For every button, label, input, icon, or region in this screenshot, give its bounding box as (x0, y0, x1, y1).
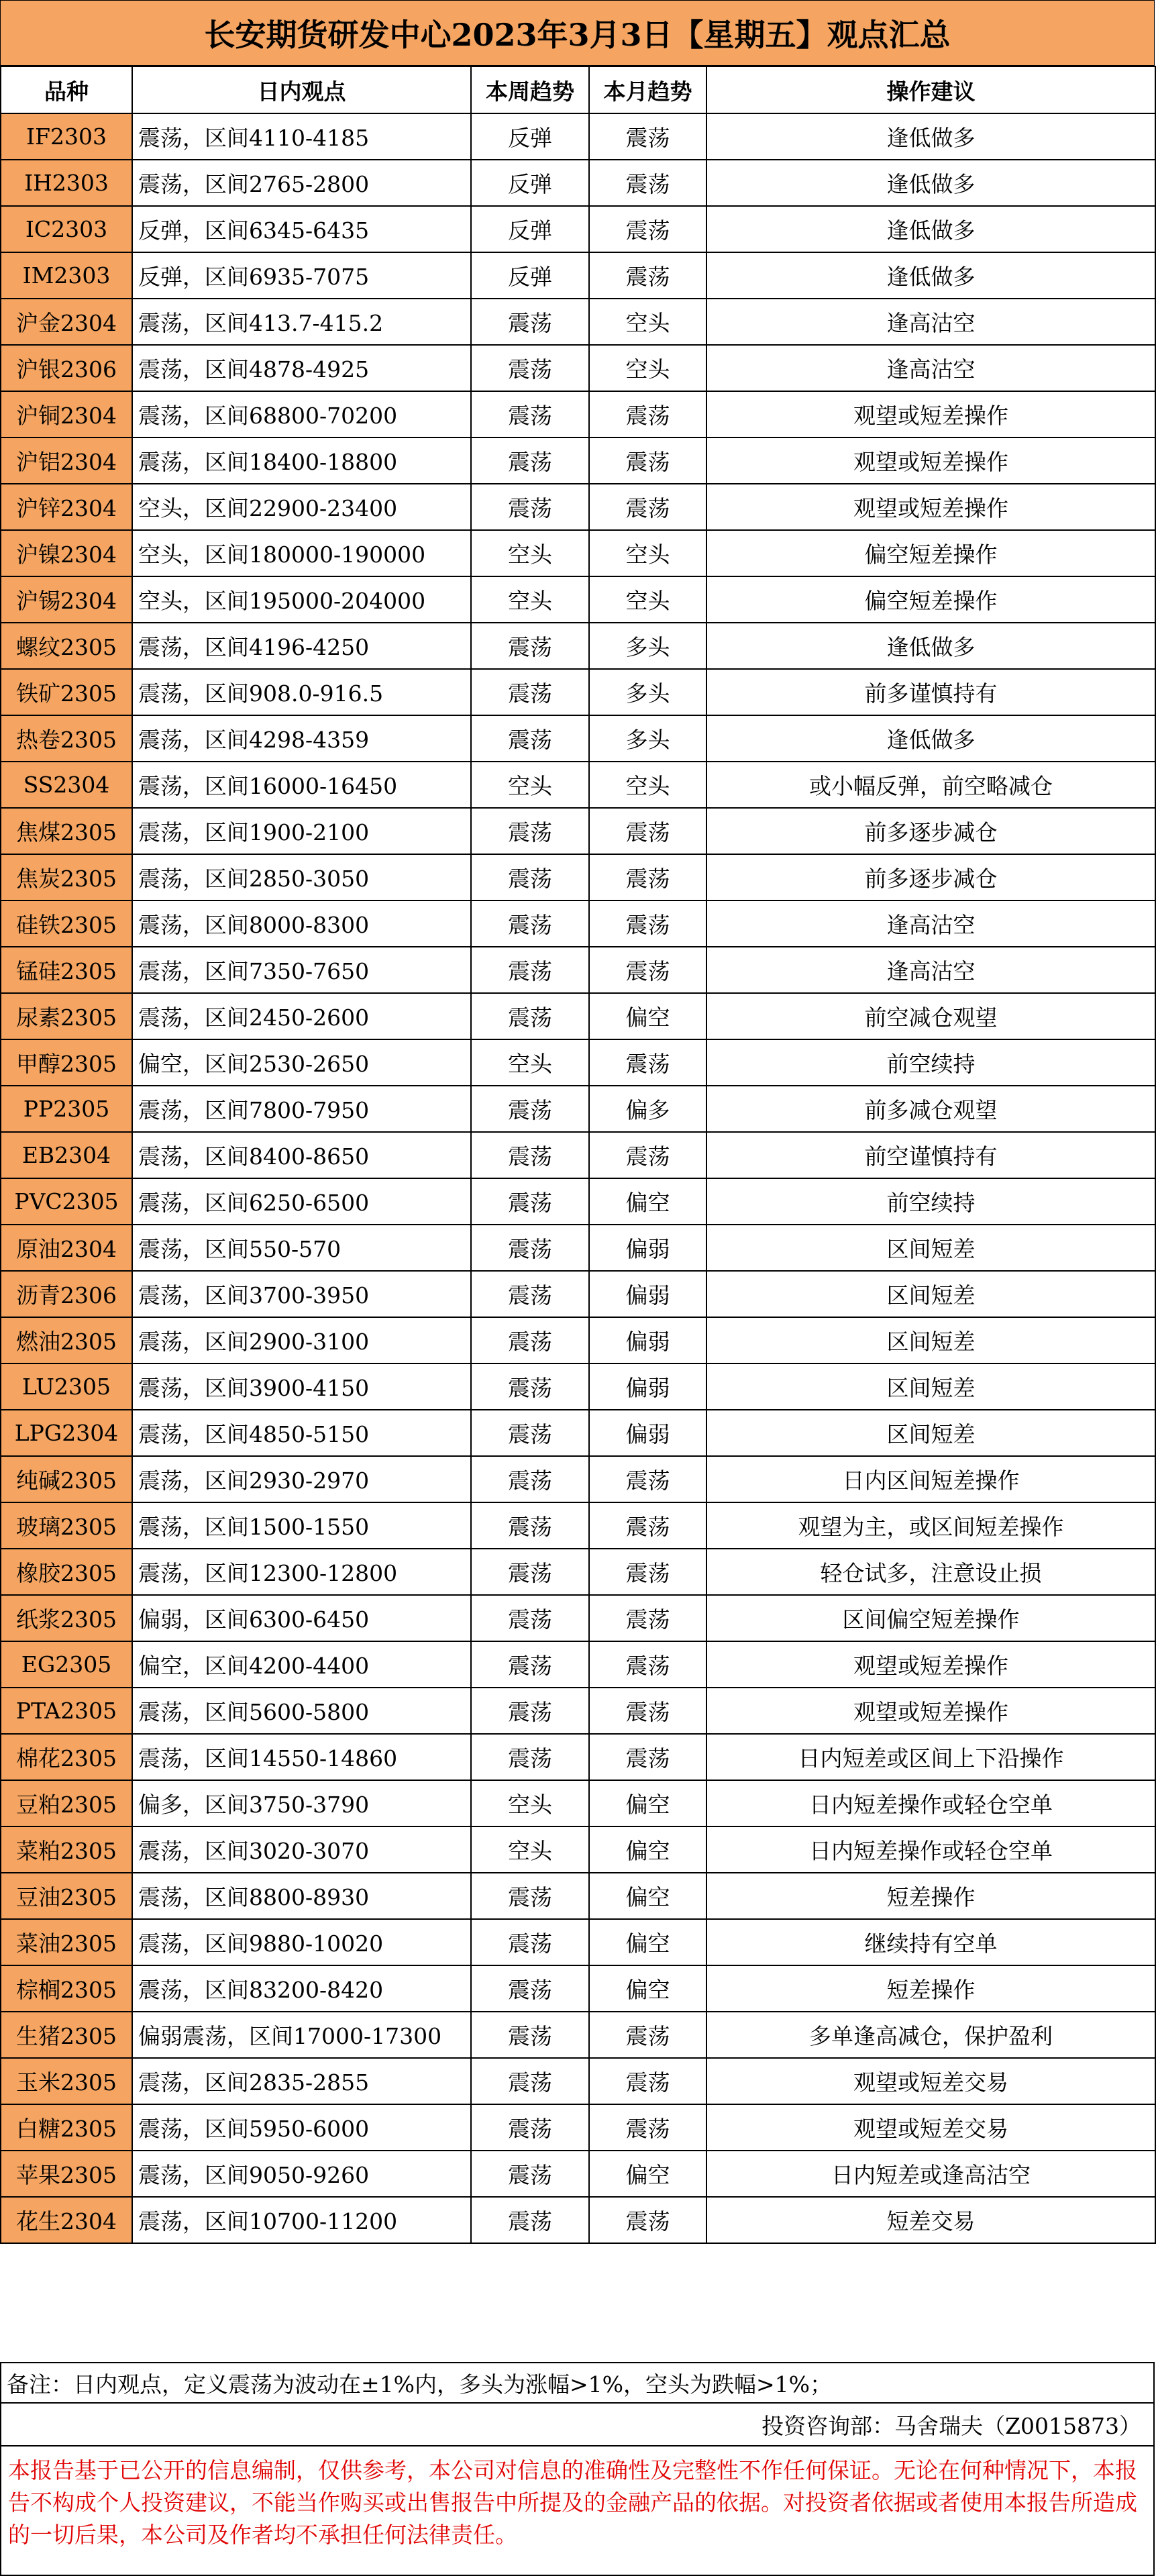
cell-intraday: 震荡，区间7350-7650 (132, 947, 471, 993)
cell-month-trend: 空头 (589, 576, 706, 623)
cell-advice: 逢高沽空 (706, 947, 1155, 993)
cell-variety: PVC2305 (1, 1178, 132, 1225)
cell-advice: 或小幅反弹，前空略减仓 (706, 762, 1155, 808)
outlook-table (0, 66, 1156, 2244)
cell-week-trend: 反弹 (471, 252, 589, 299)
cell-variety: 沪铝2304 (1, 437, 132, 484)
table-row (1, 1873, 1155, 1919)
cell-advice: 前多减仓观望 (706, 1086, 1155, 1132)
cell-variety: 花生2304 (1, 2197, 132, 2243)
table-row (1, 808, 1155, 854)
cell-variety: IF2303 (1, 113, 132, 160)
cell-intraday: 震荡，区间16000-16450 (132, 762, 471, 808)
cell-intraday: 空头，区间22900-23400 (132, 484, 471, 530)
cell-week-trend: 震荡 (471, 1595, 589, 1641)
cell-month-trend: 多头 (589, 669, 706, 715)
cell-advice: 逢低做多 (706, 206, 1155, 252)
cell-advice: 区间短差 (706, 1363, 1155, 1410)
cell-month-trend: 偏弱 (589, 1410, 706, 1456)
cell-week-trend: 空头 (471, 1039, 589, 1086)
table-row (1, 1688, 1155, 1734)
cell-intraday: 震荡，区间3900-4150 (132, 1363, 471, 1410)
cell-month-trend: 空头 (589, 530, 706, 576)
cell-intraday: 震荡，区间908.0-916.5 (132, 669, 471, 715)
cell-week-trend: 震荡 (471, 1410, 589, 1456)
cell-week-trend: 震荡 (471, 1734, 589, 1780)
cell-intraday: 震荡，区间1900-2100 (132, 808, 471, 854)
cell-advice: 前空谨慎持有 (706, 1132, 1155, 1178)
table-row (1, 160, 1155, 206)
cell-month-trend: 偏空 (589, 1826, 706, 1873)
cell-variety: 玻璃2305 (1, 1502, 132, 1549)
cell-week-trend: 震荡 (471, 1363, 589, 1410)
cell-advice: 观望或短差操作 (706, 1688, 1155, 1734)
cell-variety: 沪锌2304 (1, 484, 132, 530)
cell-month-trend: 空头 (589, 762, 706, 808)
cell-advice: 日内区间短差操作 (706, 1456, 1155, 1502)
table-row (1, 993, 1155, 1039)
table-row (1, 1317, 1155, 1363)
table-row (1, 206, 1155, 252)
cell-week-trend: 震荡 (471, 993, 589, 1039)
cell-intraday: 震荡，区间4878-4925 (132, 345, 471, 391)
cell-variety: 沪镍2304 (1, 530, 132, 576)
cell-advice: 观望为主，或区间短差操作 (706, 1502, 1155, 1549)
table-row (1, 1549, 1155, 1595)
cell-month-trend: 震荡 (589, 484, 706, 530)
cell-week-trend: 反弹 (471, 160, 589, 206)
cell-week-trend: 震荡 (471, 1873, 589, 1919)
cell-intraday: 震荡，区间2450-2600 (132, 993, 471, 1039)
table-row (1, 299, 1155, 345)
table-row (1, 1225, 1155, 1271)
cell-variety: EG2305 (1, 1641, 132, 1688)
cell-variety: PP2305 (1, 1086, 132, 1132)
cell-week-trend: 震荡 (471, 900, 589, 947)
cell-advice: 区间短差 (706, 1410, 1155, 1456)
table-row (1, 1178, 1155, 1225)
table-row (1, 1780, 1155, 1826)
cell-variety: 沥青2306 (1, 1271, 132, 1317)
table-row (1, 576, 1155, 623)
cell-month-trend: 震荡 (589, 206, 706, 252)
table-header-row (1, 66, 1155, 113)
cell-intraday: 反弹，区间6345-6435 (132, 206, 471, 252)
cell-month-trend: 偏空 (589, 993, 706, 1039)
cell-advice: 逢高沽空 (706, 299, 1155, 345)
cell-intraday: 震荡，区间4298-4359 (132, 715, 471, 762)
table-row (1, 1502, 1155, 1549)
cell-advice: 前多谨慎持有 (706, 669, 1155, 715)
table-row (1, 2197, 1155, 2243)
cell-advice: 区间短差 (706, 1271, 1155, 1317)
cell-month-trend: 偏空 (589, 1780, 706, 1826)
cell-week-trend: 震荡 (471, 1502, 589, 1549)
table-row (1, 1271, 1155, 1317)
table-row (1, 1456, 1155, 1502)
cell-variety: IH2303 (1, 160, 132, 206)
cell-variety: 玉米2305 (1, 2058, 132, 2104)
cell-month-trend: 震荡 (589, 113, 706, 160)
table-row (1, 1039, 1155, 1086)
cell-intraday: 偏弱，区间6300-6450 (132, 1595, 471, 1641)
table-row (1, 2151, 1155, 2197)
table-row (1, 1363, 1155, 1410)
cell-intraday: 偏弱震荡，区间17000-17300 (132, 2012, 471, 2058)
cell-variety: 棉花2305 (1, 1734, 132, 1780)
cell-advice: 观望或短差交易 (706, 2058, 1155, 2104)
cell-week-trend: 震荡 (471, 1132, 589, 1178)
cell-month-trend: 偏多 (589, 1086, 706, 1132)
cell-advice: 轻仓试多，注意设止损 (706, 1549, 1155, 1595)
table-row (1, 1919, 1155, 1965)
table-row (1, 437, 1155, 484)
cell-month-trend: 震荡 (589, 2058, 706, 2104)
cell-week-trend: 震荡 (471, 623, 589, 669)
table-row (1, 1086, 1155, 1132)
cell-variety: 燃油2305 (1, 1317, 132, 1363)
cell-month-trend: 震荡 (589, 1132, 706, 1178)
cell-variety: LU2305 (1, 1363, 132, 1410)
cell-month-trend: 偏弱 (589, 1225, 706, 1271)
cell-advice: 偏空短差操作 (706, 530, 1155, 576)
cell-week-trend: 震荡 (471, 808, 589, 854)
cell-week-trend: 震荡 (471, 2104, 589, 2151)
cell-variety: SS2304 (1, 762, 132, 808)
cell-variety: 纯碱2305 (1, 1456, 132, 1502)
cell-week-trend: 震荡 (471, 345, 589, 391)
cell-month-trend: 偏弱 (589, 1363, 706, 1410)
cell-month-trend: 震荡 (589, 854, 706, 900)
cell-advice: 观望或短差操作 (706, 484, 1155, 530)
cell-week-trend: 震荡 (471, 391, 589, 437)
cell-month-trend: 震荡 (589, 1549, 706, 1595)
cell-advice: 偏空短差操作 (706, 576, 1155, 623)
table-row (1, 623, 1155, 669)
cell-intraday: 偏多，区间3750-3790 (132, 1780, 471, 1826)
cell-month-trend: 震荡 (589, 1734, 706, 1780)
cell-variety: 菜粕2305 (1, 1826, 132, 1873)
cell-month-trend: 偏空 (589, 1965, 706, 2012)
cell-intraday: 震荡，区间7800-7950 (132, 1086, 471, 1132)
cell-advice: 区间短差 (706, 1317, 1155, 1363)
cell-week-trend: 震荡 (471, 715, 589, 762)
table-row (1, 2012, 1155, 2058)
cell-intraday: 震荡，区间83200-8420 (132, 1965, 471, 2012)
cell-month-trend: 震荡 (589, 437, 706, 484)
cell-advice: 日内短差操作或轻仓空单 (706, 1826, 1155, 1873)
cell-intraday: 震荡，区间2930-2970 (132, 1456, 471, 1502)
cell-month-trend: 震荡 (589, 391, 706, 437)
cell-intraday: 震荡，区间9050-9260 (132, 2151, 471, 2197)
cell-intraday: 震荡，区间10700-11200 (132, 2197, 471, 2243)
cell-month-trend: 震荡 (589, 252, 706, 299)
cell-variety: 菜油2305 (1, 1919, 132, 1965)
cell-intraday: 震荡，区间2900-3100 (132, 1317, 471, 1363)
cell-week-trend: 震荡 (471, 2058, 589, 2104)
cell-intraday: 震荡，区间2765-2800 (132, 160, 471, 206)
cell-month-trend: 震荡 (589, 808, 706, 854)
report-title: 长安期货研发中心2023年3月3日【星期五】观点汇总 (0, 0, 1155, 66)
table-row (1, 484, 1155, 530)
cell-week-trend: 震荡 (471, 1456, 589, 1502)
cell-week-trend: 震荡 (471, 1225, 589, 1271)
cell-intraday: 震荡，区间6250-6500 (132, 1178, 471, 1225)
cell-advice: 观望或短差交易 (706, 2104, 1155, 2151)
cell-week-trend: 空头 (471, 762, 589, 808)
cell-variety: 硅铁2305 (1, 900, 132, 947)
cell-week-trend: 空头 (471, 1780, 589, 1826)
cell-month-trend: 震荡 (589, 1641, 706, 1688)
cell-variety: 白糖2305 (1, 2104, 132, 2151)
cell-month-trend: 空头 (589, 345, 706, 391)
cell-intraday: 震荡，区间8800-8930 (132, 1873, 471, 1919)
cell-intraday: 震荡，区间9880-10020 (132, 1919, 471, 1965)
cell-intraday: 震荡，区间550-570 (132, 1225, 471, 1271)
table-row (1, 2104, 1155, 2151)
cell-week-trend: 震荡 (471, 1549, 589, 1595)
cell-advice: 观望或短差操作 (706, 391, 1155, 437)
cell-week-trend: 震荡 (471, 1086, 589, 1132)
cell-week-trend: 反弹 (471, 113, 589, 160)
cell-advice: 区间短差 (706, 1225, 1155, 1271)
cell-variety: 沪锡2304 (1, 576, 132, 623)
cell-advice: 逢高沽空 (706, 345, 1155, 391)
cell-week-trend: 震荡 (471, 2012, 589, 2058)
cell-variety: EB2304 (1, 1132, 132, 1178)
disclaimer: 本报告基于已公开的信息编制，仅供参考，本公司对信息的准确性及完整性不作任何保证。无论在何种情况下，本报告不构成个人投资建议，不能当作购买或出售报告中所提及的金融产品的依据。对投资者依据或者使用本报告所造成的一切后果，本公司及作者均不承担任何法律责任。 (0, 2446, 1155, 2576)
cell-intraday: 震荡，区间4110-4185 (132, 113, 471, 160)
cell-month-trend: 震荡 (589, 160, 706, 206)
cell-advice: 日内短差或逢高沽空 (706, 2151, 1155, 2197)
cell-intraday: 震荡，区间14550-14860 (132, 1734, 471, 1780)
cell-week-trend: 空头 (471, 530, 589, 576)
cell-month-trend: 震荡 (589, 900, 706, 947)
cell-variety: 纸浆2305 (1, 1595, 132, 1641)
table-row (1, 715, 1155, 762)
cell-intraday: 震荡，区间2835-2855 (132, 2058, 471, 2104)
cell-week-trend: 震荡 (471, 1919, 589, 1965)
cell-advice: 前多逐步减仓 (706, 808, 1155, 854)
cell-month-trend: 震荡 (589, 1456, 706, 1502)
table-row (1, 1410, 1155, 1456)
cell-advice: 短差操作 (706, 1965, 1155, 2012)
cell-week-trend: 震荡 (471, 484, 589, 530)
cell-intraday: 偏空，区间4200-4400 (132, 1641, 471, 1688)
cell-month-trend: 震荡 (589, 2012, 706, 2058)
table-row (1, 854, 1155, 900)
cell-week-trend: 震荡 (471, 437, 589, 484)
cell-week-trend: 震荡 (471, 2151, 589, 2197)
cell-advice: 逢低做多 (706, 623, 1155, 669)
table-row (1, 947, 1155, 993)
table-row (1, 252, 1155, 299)
cell-intraday: 震荡，区间4850-5150 (132, 1410, 471, 1456)
table-row (1, 669, 1155, 715)
header-variety: 品种 (1, 66, 132, 113)
header-week-trend: 本周趋势 (471, 66, 589, 113)
cell-intraday: 震荡，区间3020-3070 (132, 1826, 471, 1873)
cell-month-trend: 震荡 (589, 1502, 706, 1549)
header-month-trend: 本月趋势 (589, 66, 706, 113)
cell-advice: 多单逢高减仓，保护盈利 (706, 2012, 1155, 2058)
cell-advice: 观望或短差操作 (706, 1641, 1155, 1688)
cell-month-trend: 偏空 (589, 1873, 706, 1919)
cell-variety: 沪铜2304 (1, 391, 132, 437)
cell-advice: 逢低做多 (706, 160, 1155, 206)
cell-month-trend: 震荡 (589, 1595, 706, 1641)
cell-week-trend: 震荡 (471, 854, 589, 900)
cell-intraday: 空头，区间195000-204000 (132, 576, 471, 623)
cell-week-trend: 空头 (471, 1826, 589, 1873)
cell-week-trend: 震荡 (471, 299, 589, 345)
cell-variety: 甲醇2305 (1, 1039, 132, 1086)
cell-advice: 逢低做多 (706, 252, 1155, 299)
cell-variety: 铁矿2305 (1, 669, 132, 715)
cell-advice: 前空续持 (706, 1039, 1155, 1086)
cell-variety: 锰硅2305 (1, 947, 132, 993)
cell-advice: 日内短差操作或轻仓空单 (706, 1780, 1155, 1826)
cell-intraday: 震荡，区间5600-5800 (132, 1688, 471, 1734)
table-row (1, 345, 1155, 391)
cell-variety: 热卷2305 (1, 715, 132, 762)
cell-week-trend: 空头 (471, 576, 589, 623)
table-row (1, 1965, 1155, 2012)
cell-variety: 生猪2305 (1, 2012, 132, 2058)
table-row (1, 1826, 1155, 1873)
contact-line: 投资咨询部：马舍瑞夫（Z0015873） (0, 2404, 1155, 2446)
cell-week-trend: 震荡 (471, 1178, 589, 1225)
cell-variety: 焦炭2305 (1, 854, 132, 900)
cell-intraday: 震荡，区间8400-8650 (132, 1132, 471, 1178)
cell-month-trend: 偏弱 (589, 1271, 706, 1317)
cell-variety: 橡胶2305 (1, 1549, 132, 1595)
cell-intraday: 震荡，区间413.7-415.2 (132, 299, 471, 345)
cell-month-trend: 偏空 (589, 1919, 706, 1965)
header-advice: 操作建议 (706, 66, 1155, 113)
cell-month-trend: 震荡 (589, 1039, 706, 1086)
cell-variety: 沪银2306 (1, 345, 132, 391)
cell-variety: 尿素2305 (1, 993, 132, 1039)
cell-month-trend: 震荡 (589, 2104, 706, 2151)
table-row (1, 530, 1155, 576)
cell-intraday: 震荡，区间68800-70200 (132, 391, 471, 437)
cell-variety: 苹果2305 (1, 2151, 132, 2197)
cell-variety: IC2303 (1, 206, 132, 252)
cell-week-trend: 反弹 (471, 206, 589, 252)
table-row (1, 113, 1155, 160)
cell-intraday: 震荡，区间1500-1550 (132, 1502, 471, 1549)
footnote: 备注：日内观点，定义震荡为波动在±1%内，多头为涨幅>1%，空头为跌幅>1%； (0, 2362, 1155, 2404)
table-row (1, 1734, 1155, 1780)
cell-advice: 观望或短差操作 (706, 437, 1155, 484)
table-row (1, 900, 1155, 947)
table-row (1, 1595, 1155, 1641)
cell-advice: 逢低做多 (706, 113, 1155, 160)
cell-intraday: 震荡，区间8000-8300 (132, 900, 471, 947)
cell-month-trend: 震荡 (589, 947, 706, 993)
cell-week-trend: 震荡 (471, 1641, 589, 1688)
table-row (1, 1132, 1155, 1178)
cell-week-trend: 震荡 (471, 1317, 589, 1363)
cell-intraday: 震荡，区间12300-12800 (132, 1549, 471, 1595)
header-intraday: 日内观点 (132, 66, 471, 113)
cell-intraday: 震荡，区间2850-3050 (132, 854, 471, 900)
cell-advice: 前空减仓观望 (706, 993, 1155, 1039)
cell-variety: 豆油2305 (1, 1873, 132, 1919)
cell-variety: LPG2304 (1, 1410, 132, 1456)
cell-month-trend: 偏空 (589, 1178, 706, 1225)
table-row (1, 762, 1155, 808)
cell-advice: 区间偏空短差操作 (706, 1595, 1155, 1641)
cell-month-trend: 多头 (589, 715, 706, 762)
cell-month-trend: 震荡 (589, 2197, 706, 2243)
cell-variety: 原油2304 (1, 1225, 132, 1271)
cell-intraday: 反弹，区间6935-7075 (132, 252, 471, 299)
cell-variety: 豆粕2305 (1, 1780, 132, 1826)
cell-intraday: 震荡，区间3700-3950 (132, 1271, 471, 1317)
cell-variety: 棕榈2305 (1, 1965, 132, 2012)
cell-month-trend: 偏弱 (589, 1317, 706, 1363)
cell-week-trend: 震荡 (471, 947, 589, 993)
cell-month-trend: 震荡 (589, 1688, 706, 1734)
cell-week-trend: 震荡 (471, 669, 589, 715)
cell-week-trend: 震荡 (471, 1965, 589, 2012)
cell-intraday: 偏空，区间2530-2650 (132, 1039, 471, 1086)
cell-intraday: 震荡，区间5950-6000 (132, 2104, 471, 2151)
cell-variety: IM2303 (1, 252, 132, 299)
cell-advice: 短差交易 (706, 2197, 1155, 2243)
cell-advice: 日内短差或区间上下沿操作 (706, 1734, 1155, 1780)
cell-variety: PTA2305 (1, 1688, 132, 1734)
table-row (1, 2058, 1155, 2104)
cell-variety: 焦煤2305 (1, 808, 132, 854)
cell-week-trend: 震荡 (471, 2197, 589, 2243)
table-row (1, 1641, 1155, 1688)
cell-intraday: 震荡，区间18400-18800 (132, 437, 471, 484)
cell-intraday: 震荡，区间4196-4250 (132, 623, 471, 669)
cell-advice: 前空续持 (706, 1178, 1155, 1225)
cell-variety: 沪金2304 (1, 299, 132, 345)
table-row (1, 391, 1155, 437)
cell-week-trend: 震荡 (471, 1271, 589, 1317)
cell-month-trend: 空头 (589, 299, 706, 345)
cell-week-trend: 震荡 (471, 1688, 589, 1734)
cell-advice: 短差操作 (706, 1873, 1155, 1919)
cell-month-trend: 偏空 (589, 2151, 706, 2197)
cell-intraday: 空头，区间180000-190000 (132, 530, 471, 576)
cell-advice: 逢高沽空 (706, 900, 1155, 947)
cell-variety: 螺纹2305 (1, 623, 132, 669)
cell-advice: 继续持有空单 (706, 1919, 1155, 1965)
cell-month-trend: 多头 (589, 623, 706, 669)
cell-advice: 逢低做多 (706, 715, 1155, 762)
cell-advice: 前多逐步减仓 (706, 854, 1155, 900)
